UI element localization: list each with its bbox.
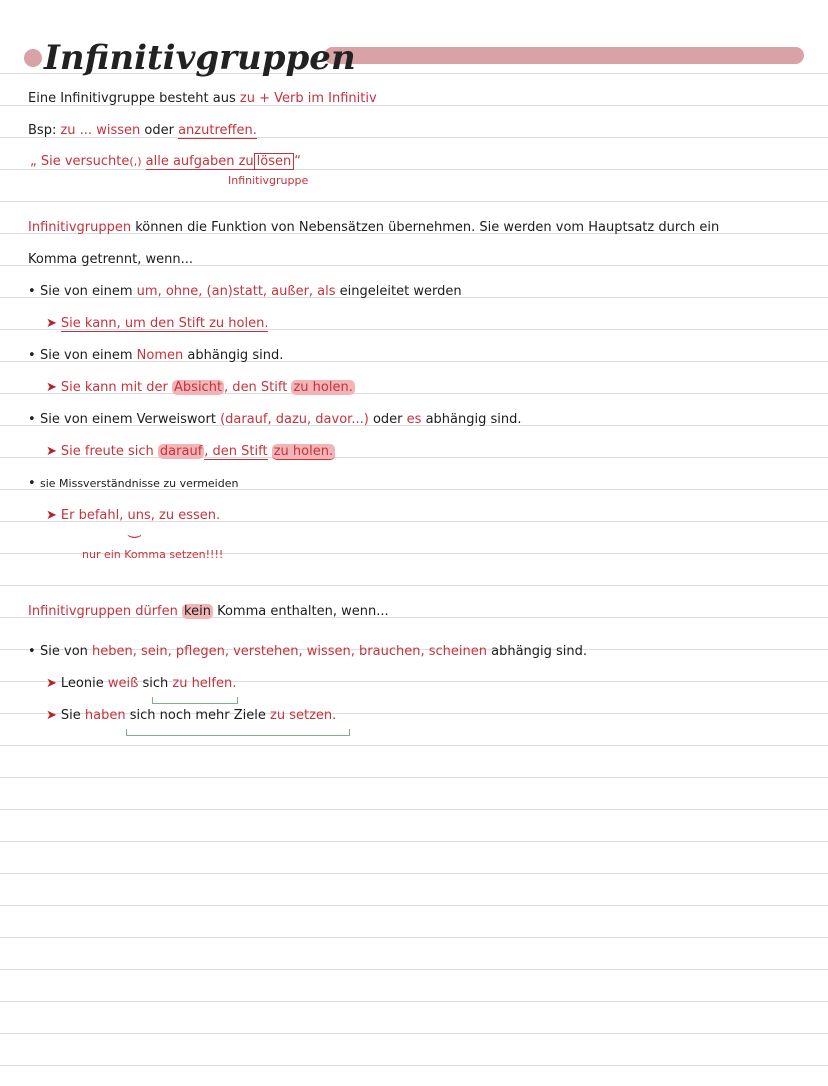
bullet-connector: oder [372, 412, 403, 427]
bullet-text-end: abhängig sind. [187, 348, 284, 363]
green-bracket-2 [126, 729, 350, 736]
section2-term: Infinitivgruppen dürfen [28, 604, 178, 619]
intro-highlight: zu + Verb im Infinitiv [239, 91, 377, 106]
section1-bullet-2: • Sie von einem Nomen abhängig sind. [28, 348, 284, 363]
example-sentence: Sie kann, um den Stift zu holen. [60, 316, 269, 331]
section2-example-1 [46, 673, 236, 695]
example-verb: haben [84, 708, 126, 723]
example-start: Sie kann mit der [60, 380, 168, 395]
title-bar [324, 47, 804, 64]
example-subject: Sie [60, 708, 81, 723]
arrow-icon: ➤ [46, 444, 57, 459]
arrow-icon: ➤ [46, 316, 57, 331]
section1-bullet-4: • sie Missverständnisse zu vermeiden [28, 476, 239, 491]
arrow-icon: ➤ [46, 708, 57, 723]
bullet-text: Sie von einem Verweiswort [40, 412, 216, 427]
boxed-verb: lösen [254, 153, 295, 170]
bullet-keywords: um, ohne, (an)statt, außer, als [136, 284, 336, 299]
section2-bullet-1: • Sie von heben, sein, pflegen, verstehen, wissen, brauchen, scheinen abhängig sind. [28, 644, 588, 659]
title-dot [24, 49, 42, 67]
section1-example-1 [46, 313, 268, 335]
example-start: Sie freute sich [60, 444, 154, 459]
green-bracket-1 [152, 697, 238, 704]
bullet-text: Sie von einem [40, 348, 133, 363]
title-banner [24, 36, 804, 80]
infinitive-group-label: Infinitivgruppe [228, 174, 309, 187]
arrow-icon: ➤ [46, 508, 57, 523]
section1-intro-text: können die Funktion von Nebensätzen übernehmen. Sie werden vom Hauptsatz durch ein [135, 220, 720, 235]
arrow-icon: ➤ [46, 380, 57, 395]
section1-intro-line-2: Komma getrennt, wenn... [28, 252, 194, 267]
highlighted-infinitive: zu holen. [293, 380, 353, 395]
example-label: Bsp: [28, 123, 57, 138]
example-verb: weiß [107, 676, 139, 691]
highlighted-kein: kein [184, 604, 211, 619]
example-word-1: zu ... wissen [60, 123, 141, 138]
example-infinitive: zu helfen. [172, 676, 237, 691]
bullet-text: Sie von einem [40, 284, 133, 299]
example-word-2: anzutreffen. [178, 123, 257, 138]
example-middle: sich noch mehr Ziele [129, 708, 266, 723]
example-connector: oder [144, 123, 174, 138]
arrow-icon: ➤ [46, 676, 57, 691]
bullet-keyword: Nomen [136, 348, 184, 363]
bullet-text-end: abhängig sind. [491, 644, 588, 659]
section1-example-2 [46, 377, 355, 399]
example-reflexive: sich [142, 676, 169, 691]
intro-line-1 [28, 88, 377, 110]
example-infinitive: zu setzen. [270, 708, 337, 723]
bullet-text-end: abhängig sind. [425, 412, 522, 427]
section2-intro [28, 601, 389, 623]
section1-example-3 [46, 441, 335, 463]
bullet-text-end: eingeleitet werden [339, 284, 462, 299]
section2-intro-text: Komma enthalten, wenn... [217, 604, 389, 619]
section1-term: Infinitivgruppen [28, 220, 132, 235]
section2-example-2 [46, 705, 336, 727]
example-middle: , den Stift [224, 380, 288, 395]
example-middle: , den Stift [204, 444, 268, 459]
example-subject: Leonie [60, 676, 104, 691]
closing-quote: “ [294, 154, 301, 169]
bullet-keywords: (darauf, dazu, davor...) [220, 412, 369, 427]
section1-intro-line-1 [28, 217, 719, 239]
optional-comma: (,) [129, 155, 142, 168]
example-sentence-start: „ Sie versuchte [30, 154, 130, 169]
example-sentence: Er befahl, uns, zu essen. [60, 508, 221, 523]
bullet-text: Sie von [40, 644, 88, 659]
section1-bullet-1: • Sie von einem um, ohne, (an)statt, außer, als eingeleitet werden [28, 284, 462, 299]
bullet-text: sie Missverständnisse zu vermeiden [40, 477, 239, 490]
comma-note: nur ein Komma setzen!!!! [82, 548, 224, 561]
page-title: Infinitivgruppen [44, 38, 356, 78]
bullet-keyword-es: es [406, 412, 422, 427]
brace-mark: ⏝ [128, 522, 142, 538]
highlighted-reference-word: darauf [159, 444, 203, 459]
section1-bullet-3: • Sie von einem Verweiswort (darauf, dazu, davor...) oder es abhängig sind. [28, 412, 522, 427]
intro-line-2 [28, 120, 257, 142]
infinitive-group-text: alle aufgaben zu [145, 154, 254, 169]
highlighted-infinitive: zu holen. [273, 444, 334, 459]
intro-text: Eine Infinitivgruppe besteht aus [28, 91, 236, 106]
highlighted-noun: Absicht [174, 380, 223, 395]
bullet-verbs: heben, sein, pflegen, verstehen, wissen, brauchen, scheinen [92, 644, 487, 659]
